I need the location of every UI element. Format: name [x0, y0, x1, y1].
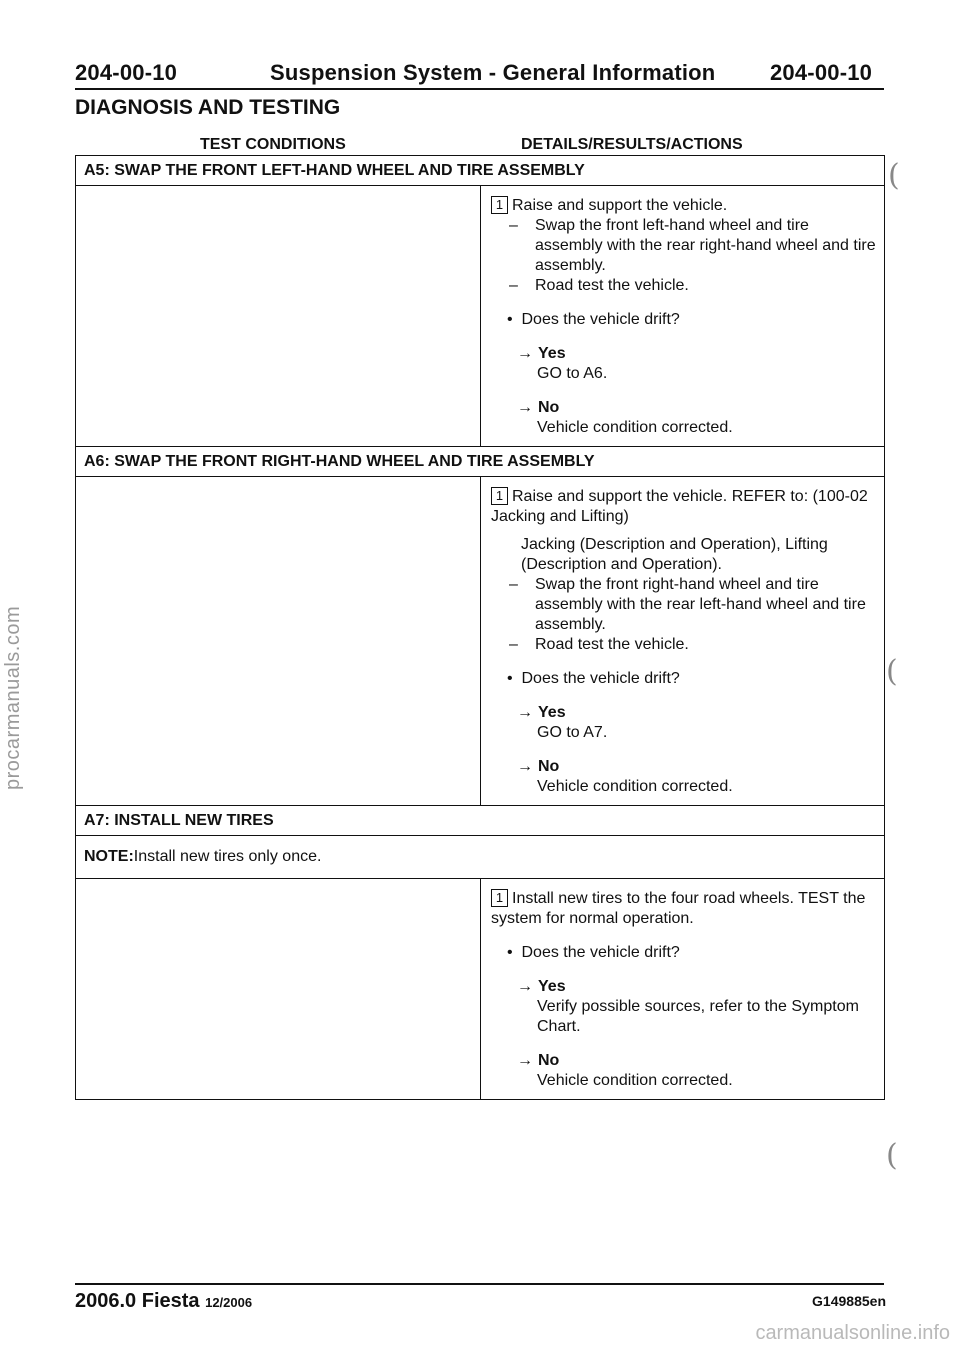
step-a6-actions	[481, 477, 885, 806]
header-title: Suspension System - General Information	[270, 60, 716, 85]
step-a7-note	[76, 836, 885, 879]
arrow-icon: →	[517, 399, 533, 416]
header-rule	[75, 88, 884, 90]
no-label: No	[538, 1052, 560, 1069]
step-a7-title: A7: INSTALL NEW TIRES	[76, 806, 885, 836]
yes-result: GO to A6.	[537, 365, 608, 382]
footer-model-name: 2006.0 Fiesta	[75, 1290, 200, 1312]
footer-date: 12/2006	[205, 1295, 253, 1310]
question-text: Does the vehicle drift?	[521, 670, 680, 687]
bullet-icon: •	[507, 670, 513, 687]
action-sub-item: Road test the vehicle.	[535, 277, 689, 294]
step-a7-note-row	[76, 836, 885, 879]
diagnostic-steps-table	[75, 155, 885, 1100]
dash-mark: –	[509, 636, 518, 653]
header-code-left: 204-00-10	[75, 60, 178, 85]
footer-rule	[75, 1283, 884, 1285]
step-number-box: 1	[491, 487, 508, 505]
yes-label: Yes	[538, 978, 566, 995]
reference-text: Jacking (Description and Operation), Lifting (Description and Operation).	[521, 536, 828, 573]
dash-mark: –	[509, 217, 518, 234]
step-a6-header	[76, 447, 885, 477]
action-text: Install new tires to the four road wheels. TEST the system for normal operation.	[491, 890, 866, 927]
step-a5-actions	[481, 186, 885, 447]
header-code-right: 204-00-10	[770, 60, 873, 85]
no-result: Vehicle condition corrected.	[537, 419, 733, 436]
binder-hole-mark: (	[886, 1138, 898, 1173]
note-label: NOTE:	[84, 848, 134, 865]
step-a6-row	[76, 477, 885, 806]
arrow-icon: →	[517, 1052, 533, 1069]
step-a6-title: A6: SWAP THE FRONT RIGHT-HAND WHEEL AND TIRE ASSEMBLY	[76, 447, 885, 477]
action-sub-item: Swap the front right-hand wheel and tire assembly with the rear left-hand wheel and tire assembly.	[535, 576, 866, 633]
column-header-right: DETAILS/RESULTS/ACTIONS	[521, 136, 743, 153]
no-result: Vehicle condition corrected.	[537, 1072, 733, 1089]
arrow-icon: →	[517, 704, 533, 721]
yes-label: Yes	[538, 345, 566, 362]
step-a7-row	[76, 879, 885, 1100]
bullet-icon: •	[507, 311, 513, 328]
column-header-left: TEST CONDITIONS	[200, 136, 346, 153]
question-text: Does the vehicle drift?	[521, 944, 680, 961]
footer-model	[75, 1290, 252, 1313]
bottom-watermark: carmanualsonline.info	[755, 1322, 950, 1344]
yes-label: Yes	[538, 704, 566, 721]
side-watermark: procarmanuals.com	[2, 605, 24, 790]
section-title: DIAGNOSIS AND TESTING	[75, 96, 341, 119]
arrow-icon: →	[517, 978, 533, 995]
yes-result: GO to A7.	[537, 724, 608, 741]
step-number-box: 1	[491, 889, 508, 907]
step-a5-row	[76, 186, 885, 447]
step-a5-title: A5: SWAP THE FRONT LEFT-HAND WHEEL AND TIRE ASSEMBLY	[76, 156, 885, 186]
action-sub-item: Swap the front left-hand wheel and tire assembly with the rear right-hand wheel and tire assembly.	[535, 217, 876, 274]
yes-result: Verify possible sources, refer to the Symptom Chart.	[537, 998, 859, 1035]
step-a7-header	[76, 806, 885, 836]
bullet-icon: •	[507, 944, 513, 961]
dash-mark: –	[509, 277, 518, 294]
no-label: No	[538, 399, 560, 416]
action-sub-item: Road test the vehicle.	[535, 636, 689, 653]
no-result: Vehicle condition corrected.	[537, 778, 733, 795]
arrow-icon: →	[517, 758, 533, 775]
step-a7-test-conditions	[76, 879, 481, 1100]
action-text: Raise and support the vehicle.	[512, 197, 728, 214]
dash-mark: –	[509, 576, 518, 593]
step-a5-test-conditions	[76, 186, 481, 447]
no-label: No	[538, 758, 560, 775]
arrow-icon: →	[517, 345, 533, 362]
step-number-box: 1	[491, 196, 508, 214]
binder-hole-mark: (	[888, 158, 900, 193]
step-a7-actions	[481, 879, 885, 1100]
binder-hole-mark: (	[886, 654, 898, 689]
step-a5-header	[76, 156, 885, 186]
question-text: Does the vehicle drift?	[521, 311, 680, 328]
action-text: Raise and support the vehicle. REFER to: (100-02 Jacking and Lifting)	[491, 488, 868, 525]
note-text: Install new tires only once.	[133, 848, 322, 865]
step-a6-test-conditions	[76, 477, 481, 806]
footer-doc-id: G149885en	[812, 1293, 886, 1309]
